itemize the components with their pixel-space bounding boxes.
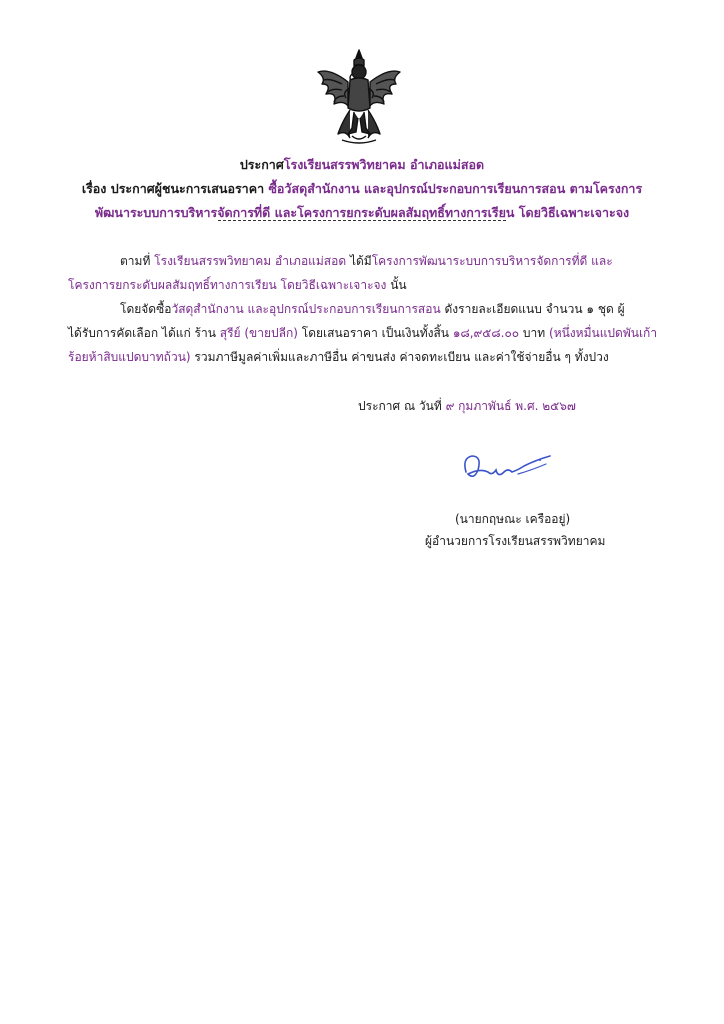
- price-in-words-2: ร้อยห้าสิบแปดบาทถ้วน): [68, 350, 191, 364]
- text: ได้รับการคัดเลือก ได้แก่ ร้าน: [68, 326, 220, 340]
- paragraph-1-line-1: [120, 252, 613, 270]
- items-description: วัสดุสำนักงาน และอุปกรณ์ประกอบการเรียนการสอน: [171, 302, 441, 316]
- text: ตามที่: [120, 254, 155, 268]
- divider: [218, 220, 506, 221]
- price-amount: ๑๘,๙๕๘.๐๐: [452, 326, 520, 340]
- subject-text-2: พัฒนาระบบการบริหารจัดการที่ดี และโครงการยกระดับผลสัมฤทธิ์ทางการเรียน โดยวิธีเฉพาะเจาะจง: [94, 205, 630, 220]
- text: โดยจัดซื้อ: [120, 302, 172, 316]
- title-prefix: ประกาศ: [239, 157, 284, 172]
- price-in-words-1: (หนึ่งหมื่นแปดพันเก้า: [549, 326, 658, 340]
- text: บาท: [519, 326, 550, 340]
- announcement-title: [40, 155, 684, 175]
- date-prefix: ประกาศ ณ วันที่: [358, 399, 446, 413]
- project-name-2: โครงการยกระดับผลสัมฤทธิ์ทางการเรียน โดยวิธีเฉพาะเจาะจง: [68, 278, 387, 292]
- signatory-position: ผู้อำนวยการโรงเรียนสรรพวิทยาคม: [425, 534, 606, 548]
- garuda-emblem-icon: [312, 48, 406, 148]
- subject-line-1: [40, 179, 684, 199]
- date-value: ๙ กุมภาพันธ์ พ.ศ. ๒๕๖๗: [445, 399, 576, 413]
- project-name-1: โครงการพัฒนาระบบการบริหารจัดการที่ดี และ: [371, 254, 613, 268]
- signatory-name: (นายกฤษณะ เครืออยู่): [455, 512, 571, 526]
- handwritten-signature: [458, 450, 558, 490]
- vendor-name: สุรีย์ (ขายปลีก): [219, 326, 298, 340]
- subject-text-1: ซื้อวัสดุสำนักงาน และอุปกรณ์ประกอบการเรียนการสอน ตามโครงการ: [268, 181, 643, 196]
- text: ได้มี: [346, 254, 372, 268]
- text: ดังรายละเอียดแนบ จำนวน ๑ ชุด ผู้: [440, 302, 625, 316]
- paragraph-2-line-2: [68, 324, 657, 342]
- school-name: โรงเรียนสรรพวิทยาคม อำเภอแม่สอด: [283, 157, 485, 172]
- text: นั้น: [386, 278, 407, 292]
- paragraph-2-line-3: [68, 348, 609, 366]
- paragraph-1-line-2: [68, 276, 407, 294]
- announcement-date: [358, 397, 576, 415]
- paragraph-2-line-1: [120, 300, 625, 318]
- text: โดยเสนอราคา เป็นเงินทั้งสิ้น: [297, 326, 453, 340]
- text: รวมภาษีมูลค่าเพิ่มและภาษีอื่น ค่าขนส่ง ค่าจดทะเบียน และค่าใช้จ่ายอื่น ๆ ทั้งปวง: [190, 350, 609, 364]
- subject-prefix: เรื่อง ประกาศผู้ชนะการเสนอราคา: [81, 181, 269, 196]
- school-name-ref: โรงเรียนสรรพวิทยาคม อำเภอแม่สอด: [154, 254, 347, 268]
